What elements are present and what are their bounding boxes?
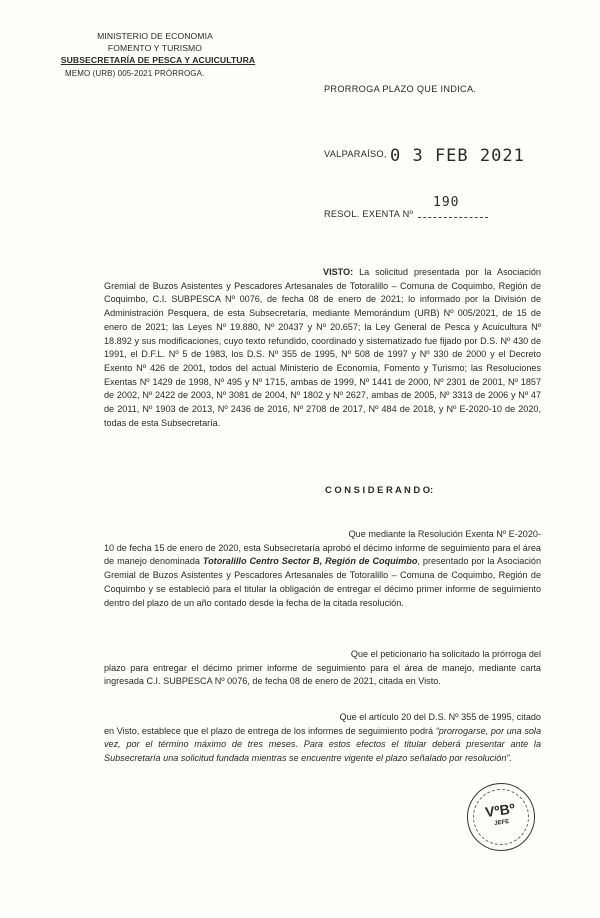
resol-underline (418, 217, 488, 218)
paragraph-1-text-b: , presentado por la Asociación Gremial de Buzos Asistentes y Pescadores Artesanales de Totoralillo – Comuna de Coquimbo, Región de Coquimbo y se estableció para el titular la obligación de entregar el décimo primer informe de seguimiento dentro del plazo de un año contado desde la fecha de la citada resolución. (104, 556, 541, 608)
considerando-paragraph-1 (104, 528, 541, 610)
visto-paragraph (104, 266, 541, 430)
memo-reference: MEMO (URB) 005-2021 PRÓRROGA. (65, 69, 205, 78)
paragraph-3-text-a: en Visto, establece que el plazo de entrega de los informes de seguimiento podrá (104, 725, 436, 736)
seal-vb-text: VºBº (484, 800, 516, 821)
paragraph-3-lead: Que el artículo 20 del D.S. Nº 355 de 1995, citado (339, 712, 541, 722)
considerando-paragraph-3 (104, 711, 541, 766)
area-name: Totoralillo Centro Sector B, Región de Coquimbo (202, 556, 418, 567)
document-title: PRORROGA PLAZO QUE INDICA. (324, 84, 477, 94)
approval-seal-icon (463, 779, 540, 856)
visto-label: VISTO: (323, 267, 354, 277)
date-stamp: 0 3 FEB 2021 (390, 146, 525, 166)
paragraph-2-text: plazo para entregar el décimo primer informe de seguimiento para el área de manejo, mediante carta ingresada C.I. SUBPESCA Nº 0076, de fecha 08 de enero de 2021, citada en Visto. (104, 662, 541, 687)
place-label: VALPARAÍSO, (324, 149, 387, 159)
paragraph-1-lead: Que mediante la Resolución Exenta Nº E-2020- (348, 529, 541, 539)
considerando-heading: C O N S I D E R A N D O: (325, 484, 434, 495)
considerando-paragraph-2 (104, 648, 541, 689)
ministry-subname: FOMENTO Y TURISMO (107, 43, 203, 53)
resol-number: 190 (433, 195, 460, 210)
seal-jefe-text: JEFE (493, 818, 510, 827)
visto-text: La solicitud presentada por la Asociación Gremial de Buzos Asistentes y Pescadores Artesanales de Totoralillo – Comuna de Coquimbo, Región de Coquimbo, C.I. SUBPESCA Nº 0076, de fecha 08 de enero de 2021; lo informado por la División de Administración Pesquera, de esta Subsecretaría, mediante Memorándum (URB) Nº 005/2021, de 15 de enero de 2021; las Leyes Nº 19.880, Nº 20437 y Nº 20.657; la Ley General de Pesca y Acuicultura Nº 18.892 y sus modificaciones, cuyo texto refundido, coordinado y sistematizado fue fijado por D.S. Nº 430 de 1991, el D.F.L. Nº 5 de 1983, los D.S. Nº 355 de 1995, Nº 508 de 1997 y Nº 330 de 2000 y el Decreto Exento Nº 426 de 2001, todos del actual Ministerio de Economía, Fomento y Turismo; las Resoluciones Exentas Nº 1429 de 1998, Nº 495 y Nº 1715, ambas de 1999, Nº 1441 de 2000, Nº 2301 de 2001, Nº 1857 de 2002, Nº 2422 de 2003, Nº 3081 de 2004, Nº 1802 y Nº 2627, ambas de 2005, Nº 3313 de 2006 y Nº 47 de 2011, Nº 1903 de 2013, Nº 2436 de 2016, Nº 2708 de 2017, Nº 484 de 2018, y Nº E-2020-10 de 2020, todas de esta Subsecretaría. (104, 267, 541, 428)
subsecretaria-name: SUBSECRETARÍA DE PESCA Y ACUICULTURA (60, 55, 256, 65)
paragraph-2-lead: Que el peticionario ha solicitado la prórroga del (350, 649, 541, 659)
ministry-name: MINISTERIO DE ECONOMIA (97, 31, 213, 41)
regulation-quote: “prorrogarse, por una sola vez, por el término máximo de tres meses. Para estos efectos el titular deberá presentar ante la Subsecretaría una solicitud fundada mientras se encuentre vigente el plazo señalado por resolución”. (104, 725, 541, 764)
resol-label: RESOL. EXENTA Nº (324, 209, 414, 219)
paragraph-1-text-a: 10 de fecha 15 de enero de 2020, esta Subsecretaría aprobó el décimo informe de seguimiento para el área de manejo denominada (104, 542, 541, 567)
